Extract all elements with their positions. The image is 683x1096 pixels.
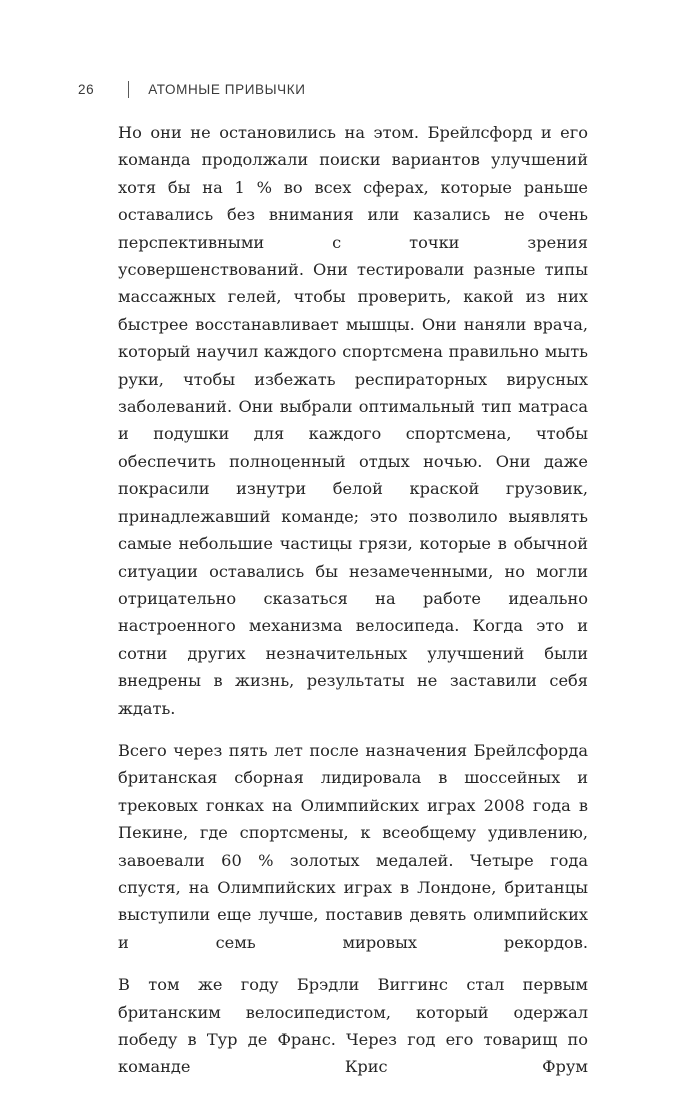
- book-title: АТОМНЫЕ ПРИВЫЧКИ: [148, 81, 306, 97]
- page-number: 26: [78, 81, 95, 97]
- paragraph: Всего через пять лет после назначения Брейлсфорда британская сборная лидировала в шоссейных и трековых гонках на Олимпийских играх 2008 года в Пекине, где спортсмены, к всеобщему удивлению, завоевали 60 % золотых медалей. Четыре года спустя, на Олимпийских играх в Лондоне, британцы выступили еще лучше, поставив девять олимпийских и семь мировых рекордов.: [118, 740, 588, 952]
- paragraph: Но они не остановились на этом. Брейлсфорд и его команда продолжали поиски вариантов улучшений хотя бы на 1 % во всех сферах, которые раньше оставались без внимания или казались не очень перспективными с точки зрения усовершенствований. Они тестировали разные типы массажных гелей, чтобы проверить, какой из них быстрее восстанавливает мышцы. Они наняли врача, который научил каждого спортсмена правильно мыть руки, чтобы избежать респираторных вирусных заболеваний. Они выбрали оптимальный тип матраса и подушки для каждого спортсмена, чтобы обеспечить полноценный отдых ночью. Они даже покрасили изнутри белой краской грузовик, принадлежавший команде; это позволило выявлять самые небольшие частицы грязи, которые в обычной ситуации оставались бы незамеченными, но могли отрицательно сказаться на работе идеально настроенного механизма велосипеда. Когда это и сотни других незначительных улучшений были внедрены в жизнь, результаты не заставили себя ждать.: [118, 123, 588, 718]
- header-divider: [128, 81, 129, 98]
- body-text: [118, 119, 588, 1096]
- paragraph: В том же году Брэдли Виггинс стал первым британским велосипедистом, который одержал победу в Тур де Франс. Через год его товарищ по команде Крис Фрум: [118, 975, 588, 1077]
- running-header: [78, 79, 306, 99]
